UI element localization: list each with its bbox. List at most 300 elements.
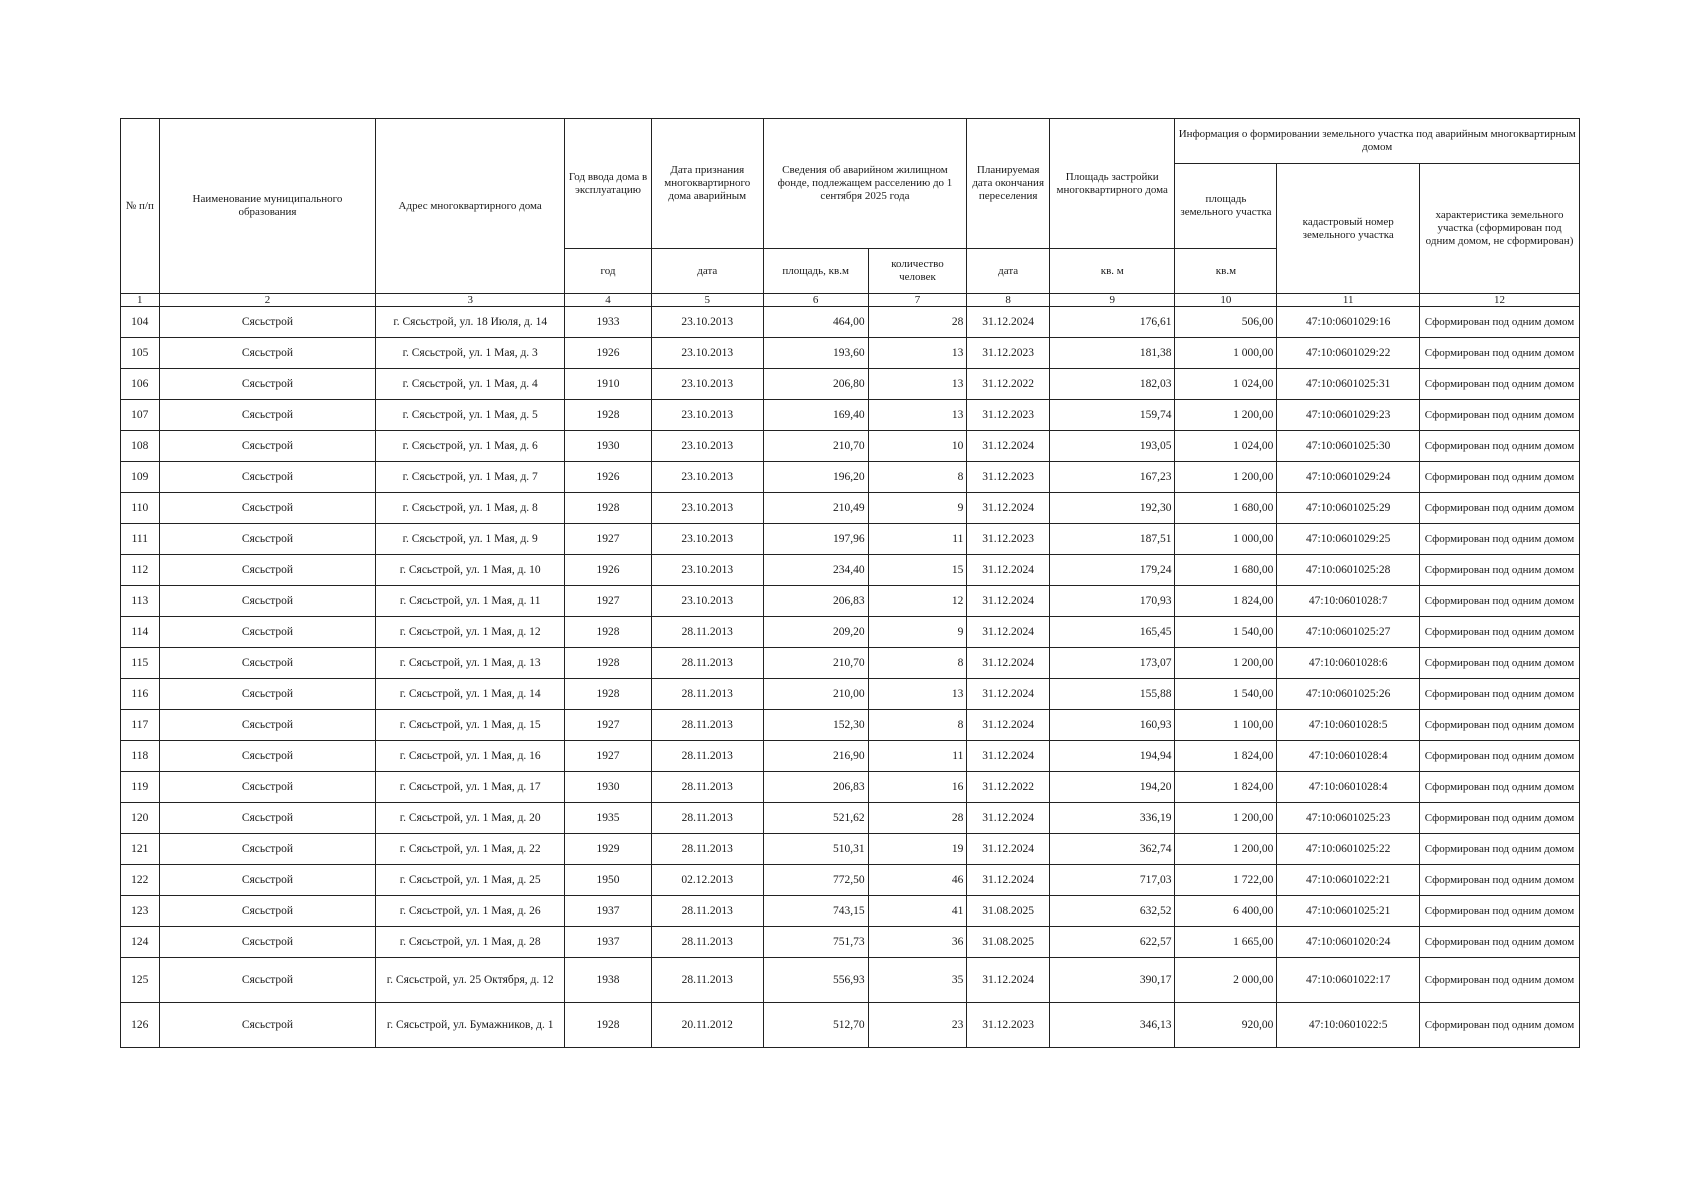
people-cell: 8: [868, 710, 967, 741]
built-area-cell: 717,03: [1049, 865, 1175, 896]
table-row: [121, 462, 1580, 493]
table-row: [121, 524, 1580, 555]
cadastral-cell: 47:10:0601025:28: [1277, 555, 1420, 586]
table-row: [121, 834, 1580, 865]
land-area-cell: 1 540,00: [1175, 679, 1277, 710]
planned-date-cell: 31.12.2024: [967, 865, 1050, 896]
planned-date-cell: 31.12.2023: [967, 462, 1050, 493]
municipality-cell: Сясьстрой: [159, 927, 376, 958]
people-cell: 19: [868, 834, 967, 865]
recognition-date-cell: 28.11.2013: [651, 741, 763, 772]
table-row: [121, 617, 1580, 648]
land-status-cell: Сформирован под одним домом: [1420, 462, 1580, 493]
cadastral-cell: 47:10:0601028:4: [1277, 741, 1420, 772]
land-status-cell: Сформирован под одним домом: [1420, 338, 1580, 369]
land-status-cell: Сформирован под одним домом: [1420, 710, 1580, 741]
land-status-cell: Сформирован под одним домом: [1420, 524, 1580, 555]
built-area-cell: 182,03: [1049, 369, 1175, 400]
planned-date-cell: 31.12.2024: [967, 555, 1050, 586]
area-cell: 169,40: [763, 400, 868, 431]
municipality-cell: Сясьстрой: [159, 834, 376, 865]
land-status-cell: Сформирован под одним домом: [1420, 369, 1580, 400]
land-status-cell: Сформирован под одним домом: [1420, 1003, 1580, 1048]
row-number: 124: [121, 927, 160, 958]
recognition-date-cell: 23.10.2013: [651, 524, 763, 555]
recognition-date-cell: 28.11.2013: [651, 896, 763, 927]
land-area-cell: 2 000,00: [1175, 958, 1277, 1003]
built-area-cell: 187,51: [1049, 524, 1175, 555]
land-status-cell: Сформирован под одним домом: [1420, 803, 1580, 834]
area-cell: 772,50: [763, 865, 868, 896]
header-built-area: Площадь застройки многоквартирного дома: [1049, 119, 1175, 249]
row-number: 119: [121, 772, 160, 803]
table-row: [121, 679, 1580, 710]
area-cell: 216,90: [763, 741, 868, 772]
table-row: [121, 803, 1580, 834]
people-cell: 13: [868, 400, 967, 431]
planned-date-cell: 31.12.2024: [967, 834, 1050, 865]
table-row: [121, 307, 1580, 338]
land-area-cell: 1 680,00: [1175, 493, 1277, 524]
land-status-cell: Сформирован под одним домом: [1420, 834, 1580, 865]
people-cell: 8: [868, 462, 967, 493]
built-area-cell: 390,17: [1049, 958, 1175, 1003]
people-cell: 11: [868, 741, 967, 772]
municipality-cell: Сясьстрой: [159, 710, 376, 741]
year-cell: 1926: [565, 338, 652, 369]
land-area-cell: 1 000,00: [1175, 524, 1277, 555]
built-area-cell: 632,52: [1049, 896, 1175, 927]
cadastral-cell: 47:10:0601028:5: [1277, 710, 1420, 741]
column-number: 1: [121, 294, 160, 307]
unit-people: количество человек: [868, 249, 967, 294]
address-cell: г. Сясьстрой, ул. 1 Мая, д. 17: [376, 772, 565, 803]
header-land-info: Информация о формировании земельного участка под аварийным многоквартирным домом: [1175, 119, 1580, 164]
municipality-cell: Сясьстрой: [159, 679, 376, 710]
cadastral-cell: 47:10:0601025:26: [1277, 679, 1420, 710]
address-cell: г. Сясьстрой, ул. 1 Мая, д. 9: [376, 524, 565, 555]
table-row: [121, 958, 1580, 1003]
column-number: 10: [1175, 294, 1277, 307]
built-area-cell: 170,93: [1049, 586, 1175, 617]
recognition-date-cell: 28.11.2013: [651, 772, 763, 803]
table-row: [121, 1003, 1580, 1048]
planned-date-cell: 31.12.2024: [967, 307, 1050, 338]
people-cell: 15: [868, 555, 967, 586]
row-number: 110: [121, 493, 160, 524]
recognition-date-cell: 20.11.2012: [651, 1003, 763, 1048]
address-cell: г. Сясьстрой, ул. 1 Мая, д. 15: [376, 710, 565, 741]
address-cell: г. Сясьстрой, ул. 1 Мая, д. 6: [376, 431, 565, 462]
municipality-cell: Сясьстрой: [159, 400, 376, 431]
land-area-cell: 1 540,00: [1175, 617, 1277, 648]
address-cell: г. Сясьстрой, ул. 1 Мая, д. 7: [376, 462, 565, 493]
land-area-cell: 1 100,00: [1175, 710, 1277, 741]
address-cell: г. Сясьстрой, ул. 1 Мая, д. 4: [376, 369, 565, 400]
area-cell: 751,73: [763, 927, 868, 958]
address-cell: г. Сясьстрой, ул. 18 Июля, д. 14: [376, 307, 565, 338]
land-area-cell: 1 824,00: [1175, 741, 1277, 772]
column-number: 7: [868, 294, 967, 307]
planned-date-cell: 31.12.2024: [967, 617, 1050, 648]
municipality-cell: Сясьстрой: [159, 555, 376, 586]
column-number: 6: [763, 294, 868, 307]
year-cell: 1928: [565, 617, 652, 648]
area-cell: 197,96: [763, 524, 868, 555]
cadastral-cell: 47:10:0601028:7: [1277, 586, 1420, 617]
people-cell: 36: [868, 927, 967, 958]
area-cell: 521,62: [763, 803, 868, 834]
row-number: 120: [121, 803, 160, 834]
planned-date-cell: 31.08.2025: [967, 927, 1050, 958]
municipality-cell: Сясьстрой: [159, 307, 376, 338]
year-cell: 1933: [565, 307, 652, 338]
unit-planned-date: дата: [967, 249, 1050, 294]
cadastral-cell: 47:10:0601025:31: [1277, 369, 1420, 400]
area-cell: 210,49: [763, 493, 868, 524]
address-cell: г. Сясьстрой, ул. 1 Мая, д. 25: [376, 865, 565, 896]
address-cell: г. Сясьстрой, ул. 1 Мая, д. 13: [376, 648, 565, 679]
row-number: 107: [121, 400, 160, 431]
unit-area: площадь, кв.м: [763, 249, 868, 294]
municipality-cell: Сясьстрой: [159, 648, 376, 679]
built-area-cell: 165,45: [1049, 617, 1175, 648]
year-cell: 1927: [565, 710, 652, 741]
recognition-date-cell: 28.11.2013: [651, 958, 763, 1003]
year-cell: 1928: [565, 648, 652, 679]
header-cadastral: кадастровый номер земельного участка: [1277, 164, 1420, 294]
recognition-date-cell: 23.10.2013: [651, 462, 763, 493]
row-number: 115: [121, 648, 160, 679]
planned-date-cell: 31.12.2024: [967, 958, 1050, 1003]
recognition-date-cell: 23.10.2013: [651, 338, 763, 369]
table-row: [121, 431, 1580, 462]
area-cell: 206,80: [763, 369, 868, 400]
year-cell: 1927: [565, 741, 652, 772]
unit-date: дата: [651, 249, 763, 294]
row-number: 104: [121, 307, 160, 338]
row-number: 105: [121, 338, 160, 369]
municipality-cell: Сясьстрой: [159, 1003, 376, 1048]
land-status-cell: Сформирован под одним домом: [1420, 679, 1580, 710]
header-year: Год ввода дома в эксплуатацию: [565, 119, 652, 249]
recognition-date-cell: 23.10.2013: [651, 369, 763, 400]
planned-date-cell: 31.12.2024: [967, 803, 1050, 834]
column-number: 5: [651, 294, 763, 307]
recognition-date-cell: 23.10.2013: [651, 400, 763, 431]
land-area-cell: 1 722,00: [1175, 865, 1277, 896]
cadastral-cell: 47:10:0601029:24: [1277, 462, 1420, 493]
year-cell: 1928: [565, 493, 652, 524]
people-cell: 11: [868, 524, 967, 555]
address-cell: г. Сясьстрой, ул. 25 Октября, д. 12: [376, 958, 565, 1003]
table-body: [121, 307, 1580, 1048]
municipality-cell: Сясьстрой: [159, 772, 376, 803]
header-num: № п/п: [121, 119, 160, 294]
cadastral-cell: 47:10:0601025:21: [1277, 896, 1420, 927]
area-cell: 209,20: [763, 617, 868, 648]
land-area-cell: 1 824,00: [1175, 586, 1277, 617]
built-area-cell: 362,74: [1049, 834, 1175, 865]
built-area-cell: 193,05: [1049, 431, 1175, 462]
column-number: 4: [565, 294, 652, 307]
cadastral-cell: 47:10:0601028:6: [1277, 648, 1420, 679]
recognition-date-cell: 23.10.2013: [651, 307, 763, 338]
address-cell: г. Сясьстрой, ул. 1 Мая, д. 16: [376, 741, 565, 772]
municipality-cell: Сясьстрой: [159, 524, 376, 555]
land-status-cell: Сформирован под одним домом: [1420, 772, 1580, 803]
municipality-cell: Сясьстрой: [159, 958, 376, 1003]
land-area-cell: 506,00: [1175, 307, 1277, 338]
people-cell: 9: [868, 493, 967, 524]
municipality-cell: Сясьстрой: [159, 369, 376, 400]
row-number: 121: [121, 834, 160, 865]
address-cell: г. Сясьстрой, ул. 1 Мая, д. 28: [376, 927, 565, 958]
people-cell: 10: [868, 431, 967, 462]
built-area-cell: 181,38: [1049, 338, 1175, 369]
table-row: [121, 896, 1580, 927]
year-cell: 1927: [565, 586, 652, 617]
cadastral-cell: 47:10:0601029:23: [1277, 400, 1420, 431]
column-number: 9: [1049, 294, 1175, 307]
recognition-date-cell: 28.11.2013: [651, 679, 763, 710]
planned-date-cell: 31.12.2024: [967, 741, 1050, 772]
recognition-date-cell: 02.12.2013: [651, 865, 763, 896]
unit-year: год: [565, 249, 652, 294]
built-area-cell: 194,94: [1049, 741, 1175, 772]
land-status-cell: Сформирован под одним домом: [1420, 400, 1580, 431]
land-status-cell: Сформирован под одним домом: [1420, 586, 1580, 617]
recognition-date-cell: 23.10.2013: [651, 586, 763, 617]
year-cell: 1910: [565, 369, 652, 400]
people-cell: 13: [868, 369, 967, 400]
land-area-cell: 1 200,00: [1175, 803, 1277, 834]
built-area-cell: 192,30: [1049, 493, 1175, 524]
area-cell: 210,00: [763, 679, 868, 710]
land-area-cell: 1 665,00: [1175, 927, 1277, 958]
municipality-cell: Сясьстрой: [159, 462, 376, 493]
area-cell: 556,93: [763, 958, 868, 1003]
recognition-date-cell: 28.11.2013: [651, 803, 763, 834]
planned-date-cell: 31.12.2023: [967, 1003, 1050, 1048]
row-number: 118: [121, 741, 160, 772]
year-cell: 1930: [565, 431, 652, 462]
people-cell: 35: [868, 958, 967, 1003]
people-cell: 28: [868, 803, 967, 834]
land-status-cell: Сформирован под одним домом: [1420, 431, 1580, 462]
built-area-cell: 159,74: [1049, 400, 1175, 431]
row-number: 125: [121, 958, 160, 1003]
land-area-cell: 1 200,00: [1175, 462, 1277, 493]
cadastral-cell: 47:10:0601029:22: [1277, 338, 1420, 369]
planned-date-cell: 31.08.2025: [967, 896, 1050, 927]
people-cell: 46: [868, 865, 967, 896]
row-number: 123: [121, 896, 160, 927]
header-land-area: площадь земельного участка: [1175, 164, 1277, 249]
municipality-cell: Сясьстрой: [159, 741, 376, 772]
row-number: 126: [121, 1003, 160, 1048]
area-cell: 510,31: [763, 834, 868, 865]
area-cell: 743,15: [763, 896, 868, 927]
address-cell: г. Сясьстрой, ул. Бумажников, д. 1: [376, 1003, 565, 1048]
people-cell: 13: [868, 679, 967, 710]
people-cell: 13: [868, 338, 967, 369]
row-number: 111: [121, 524, 160, 555]
area-cell: 464,00: [763, 307, 868, 338]
land-area-cell: 6 400,00: [1175, 896, 1277, 927]
unit-land: кв.м: [1175, 249, 1277, 294]
recognition-date-cell: 23.10.2013: [651, 431, 763, 462]
land-status-cell: Сформирован под одним домом: [1420, 493, 1580, 524]
cadastral-cell: 47:10:0601025:29: [1277, 493, 1420, 524]
people-cell: 8: [868, 648, 967, 679]
table-row: [121, 772, 1580, 803]
table-row: [121, 493, 1580, 524]
address-cell: г. Сясьстрой, ул. 1 Мая, д. 12: [376, 617, 565, 648]
land-status-cell: Сформирован под одним домом: [1420, 617, 1580, 648]
year-cell: 1929: [565, 834, 652, 865]
municipality-cell: Сясьстрой: [159, 803, 376, 834]
address-cell: г. Сясьстрой, ул. 1 Мая, д. 11: [376, 586, 565, 617]
header-address: Адрес многоквартирного дома: [376, 119, 565, 294]
area-cell: 152,30: [763, 710, 868, 741]
table-row: [121, 648, 1580, 679]
document-sheet: [120, 118, 1580, 1048]
built-area-cell: 194,20: [1049, 772, 1175, 803]
people-cell: 28: [868, 307, 967, 338]
area-cell: 210,70: [763, 648, 868, 679]
row-number: 122: [121, 865, 160, 896]
header-recognition-date: Дата признания многоквартирного дома аварийным: [651, 119, 763, 249]
built-area-cell: 179,24: [1049, 555, 1175, 586]
planned-date-cell: 31.12.2022: [967, 369, 1050, 400]
unit-built: кв. м: [1049, 249, 1175, 294]
recognition-date-cell: 28.11.2013: [651, 927, 763, 958]
row-number: 116: [121, 679, 160, 710]
table-row: [121, 710, 1580, 741]
row-number: 114: [121, 617, 160, 648]
table-row: [121, 369, 1580, 400]
people-cell: 23: [868, 1003, 967, 1048]
built-area-cell: 346,13: [1049, 1003, 1175, 1048]
planned-date-cell: 31.12.2024: [967, 679, 1050, 710]
planned-date-cell: 31.12.2023: [967, 400, 1050, 431]
land-status-cell: Сформирован под одним домом: [1420, 741, 1580, 772]
year-cell: 1938: [565, 958, 652, 1003]
built-area-cell: 160,93: [1049, 710, 1175, 741]
column-number: 11: [1277, 294, 1420, 307]
planned-date-cell: 31.12.2024: [967, 586, 1050, 617]
year-cell: 1926: [565, 555, 652, 586]
year-cell: 1937: [565, 896, 652, 927]
column-number: 12: [1420, 294, 1580, 307]
column-number: 3: [376, 294, 565, 307]
year-cell: 1950: [565, 865, 652, 896]
cadastral-cell: 47:10:0601022:17: [1277, 958, 1420, 1003]
header-planned-date: Планируемая дата окончания переселения: [967, 119, 1050, 249]
year-cell: 1927: [565, 524, 652, 555]
cadastral-cell: 47:10:0601022:21: [1277, 865, 1420, 896]
recognition-date-cell: 23.10.2013: [651, 493, 763, 524]
table-row: [121, 927, 1580, 958]
built-area-cell: 622,57: [1049, 927, 1175, 958]
address-cell: г. Сясьстрой, ул. 1 Мая, д. 14: [376, 679, 565, 710]
planned-date-cell: 31.12.2024: [967, 493, 1050, 524]
row-number: 113: [121, 586, 160, 617]
cadastral-cell: 47:10:0601025:22: [1277, 834, 1420, 865]
table-row: [121, 338, 1580, 369]
address-cell: г. Сясьстрой, ул. 1 Мая, д. 3: [376, 338, 565, 369]
municipality-cell: Сясьстрой: [159, 586, 376, 617]
year-cell: 1928: [565, 679, 652, 710]
built-area-cell: 336,19: [1049, 803, 1175, 834]
table-row: [121, 865, 1580, 896]
land-status-cell: Сформирован под одним домом: [1420, 865, 1580, 896]
planned-date-cell: 31.12.2023: [967, 338, 1050, 369]
area-cell: 210,70: [763, 431, 868, 462]
address-cell: г. Сясьстрой, ул. 1 Мая, д. 8: [376, 493, 565, 524]
people-cell: 12: [868, 586, 967, 617]
year-cell: 1935: [565, 803, 652, 834]
land-status-cell: Сформирован под одним домом: [1420, 927, 1580, 958]
people-cell: 41: [868, 896, 967, 927]
land-area-cell: 1 200,00: [1175, 400, 1277, 431]
recognition-date-cell: 28.11.2013: [651, 834, 763, 865]
land-status-cell: Сформирован под одним домом: [1420, 307, 1580, 338]
table-row: [121, 586, 1580, 617]
recognition-date-cell: 28.11.2013: [651, 710, 763, 741]
table-row: [121, 555, 1580, 586]
address-cell: г. Сясьстрой, ул. 1 Мая, д. 20: [376, 803, 565, 834]
column-number-row: [121, 294, 1580, 307]
address-cell: г. Сясьстрой, ул. 1 Мая, д. 22: [376, 834, 565, 865]
year-cell: 1930: [565, 772, 652, 803]
year-cell: 1926: [565, 462, 652, 493]
row-number: 106: [121, 369, 160, 400]
built-area-cell: 155,88: [1049, 679, 1175, 710]
land-status-cell: Сформирован под одним домом: [1420, 958, 1580, 1003]
land-status-cell: Сформирован под одним домом: [1420, 648, 1580, 679]
year-cell: 1937: [565, 927, 652, 958]
land-area-cell: 1 824,00: [1175, 772, 1277, 803]
cadastral-cell: 47:10:0601022:5: [1277, 1003, 1420, 1048]
land-area-cell: 1 200,00: [1175, 648, 1277, 679]
row-number: 109: [121, 462, 160, 493]
land-area-cell: 1 024,00: [1175, 369, 1277, 400]
recognition-date-cell: 28.11.2013: [651, 617, 763, 648]
area-cell: 196,20: [763, 462, 868, 493]
municipality-cell: Сясьстрой: [159, 617, 376, 648]
column-number: 8: [967, 294, 1050, 307]
recognition-date-cell: 28.11.2013: [651, 648, 763, 679]
land-status-cell: Сформирован под одним домом: [1420, 555, 1580, 586]
land-area-cell: 1 200,00: [1175, 834, 1277, 865]
recognition-date-cell: 23.10.2013: [651, 555, 763, 586]
municipality-cell: Сясьстрой: [159, 896, 376, 927]
row-number: 108: [121, 431, 160, 462]
planned-date-cell: 31.12.2024: [967, 710, 1050, 741]
year-cell: 1928: [565, 1003, 652, 1048]
land-area-cell: 1 680,00: [1175, 555, 1277, 586]
emergency-housing-table: [120, 118, 1580, 1048]
built-area-cell: 173,07: [1049, 648, 1175, 679]
header-land-char: характеристика земельного участка (сформирован под одним домом, не сформирован): [1420, 164, 1580, 294]
address-cell: г. Сясьстрой, ул. 1 Мая, д. 10: [376, 555, 565, 586]
people-cell: 16: [868, 772, 967, 803]
land-area-cell: 1 024,00: [1175, 431, 1277, 462]
cadastral-cell: 47:10:0601025:30: [1277, 431, 1420, 462]
address-cell: г. Сясьстрой, ул. 1 Мая, д. 5: [376, 400, 565, 431]
